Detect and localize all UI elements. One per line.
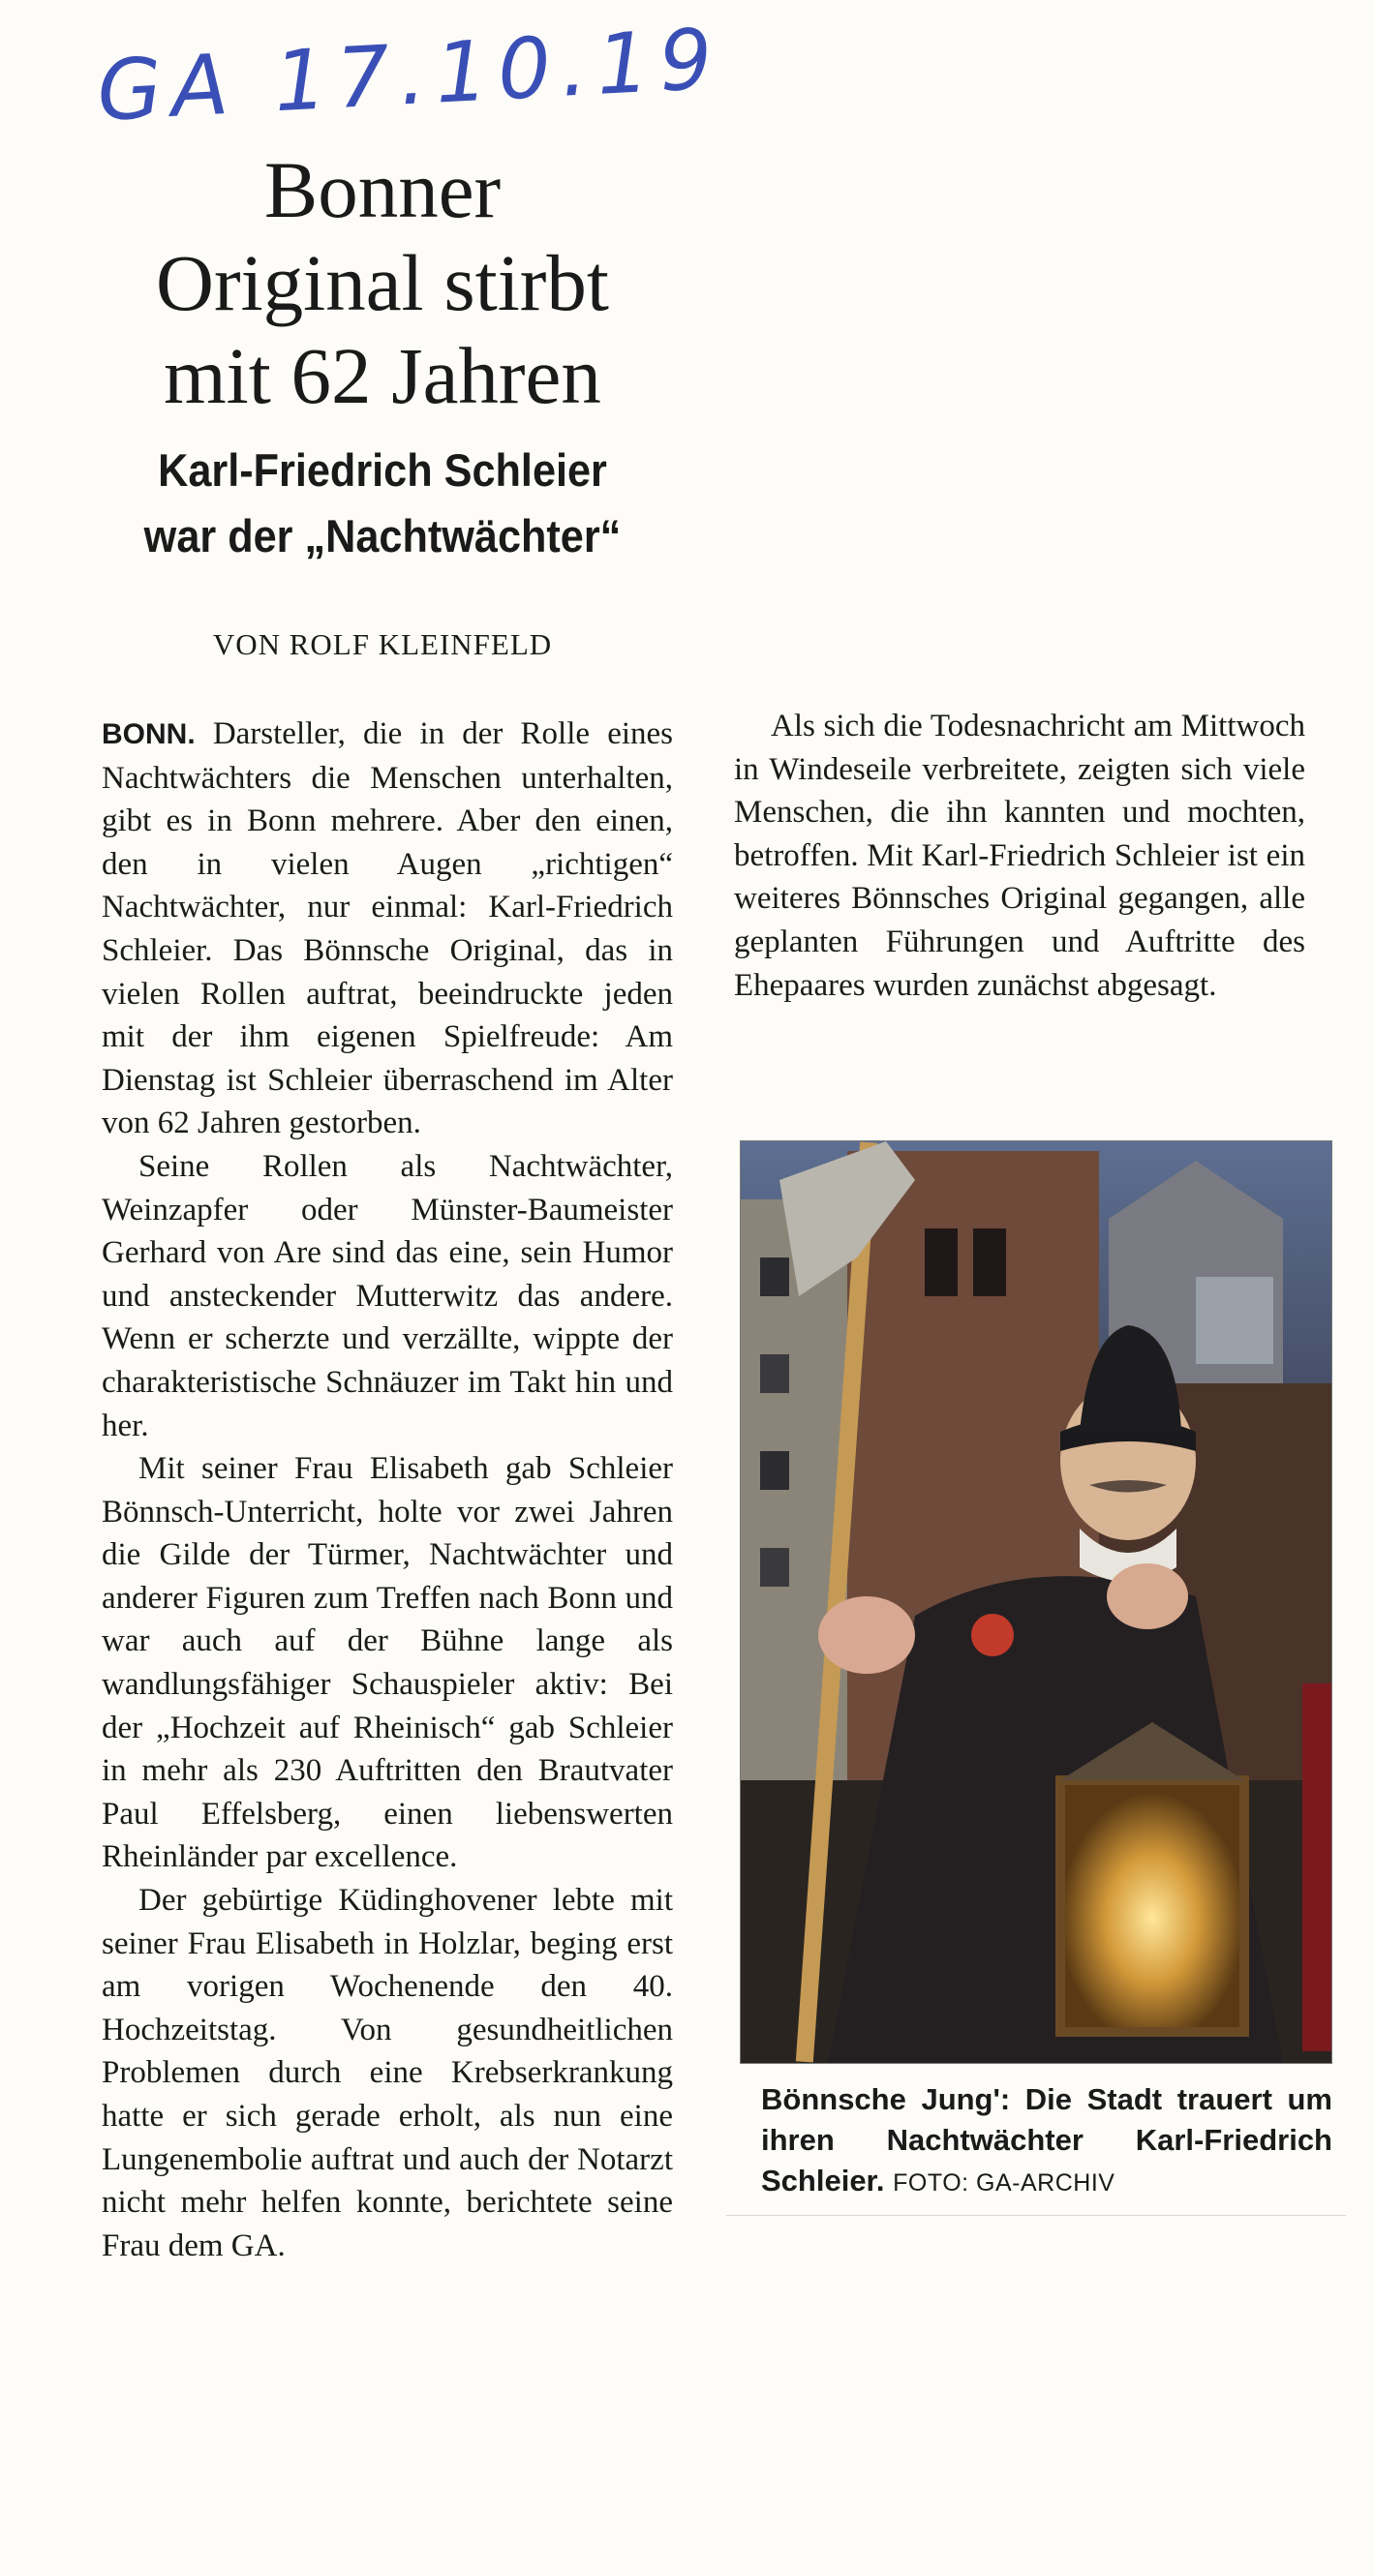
paragraph-2: Seine Rollen als Nachtwächter, Weinzapfer oder Münster-Baumeister Gerhard von Are sind das eine, sein Humor und ansteckender Mutterwitz das andere. Wenn er scherzte und verzällte, wippte der charakteristische Schnäuzer im Takt hin und her. xyxy=(102,1148,673,1443)
photo-caption xyxy=(761,2079,1332,2203)
paragraph-4: Der gebürtige Küdinghovener lebte mit seiner Frau Elisabeth in Holzlar, beging erst am vorigen Wochenende den 40. Hochzeitstag. Von gesundheitlichen Problemen durch eine Krebserkrankung hatte er sich gerade erholt, als nun eine Lungenembolie auftrat und auch der Notarzt nicht mehr helfen konnte, berichtete seine Frau dem GA. xyxy=(102,1883,673,2263)
caption-text: Bönnsche Jung': Die Stadt trauert um ihren Nachtwächter Karl-Friedrich Schleier. xyxy=(761,2082,1332,2197)
hand-right xyxy=(1107,1563,1188,1629)
article-photo xyxy=(740,1140,1332,2064)
headline-line-2: Original stirbt xyxy=(156,238,609,327)
dateline: BONN. xyxy=(102,718,196,750)
subheadline xyxy=(110,438,654,569)
headline-line-1: Bonner xyxy=(263,145,502,234)
paragraph-1-text: Darsteller, die in der Rolle eines Nachtwächters die Menschen unterhalten, gibt es in Bonn mehrere. Aber den einen, den in vielen Augen „richtigen“ Nachtwächter, nur einmal: Karl-Friedrich Schleier. Das Bönnsche Original, das in vielen Rollen auftrat, beeindruckte jeden mit der ihm eigenen Spielfreude: Am Dienstag ist Schleier überraschend im Alter von 62 Jahren gestorben. xyxy=(102,716,673,1141)
photo-credit: FOTO: GA-ARCHIV xyxy=(893,2169,1115,2197)
red-figure-edge xyxy=(1302,1683,1331,2051)
caption-divider xyxy=(726,2215,1346,2216)
article-column-right xyxy=(734,705,1305,1007)
badge xyxy=(971,1614,1014,1656)
paragraph-3: Mit seiner Frau Elisabeth gab Schleier Bönnsch-Unterricht, holte vor zwei Jahren die Gilde der Türmer, Nachtwächter und anderer Figuren zum Treffen nach Bonn und war auch auf der Bühne lange als wandlungsfähiger Schauspieler aktiv: Bei der „Hochzeit auf Rheinisch“ gab Schleier in mehr als 230 Auftritten den Brautvater Paul Effelsberg, einen liebenswerten Rheinländer par excellence. xyxy=(102,1451,673,1875)
subheadline-line-1: Karl-Friedrich Schleier xyxy=(158,444,607,496)
paragraph-5: Als sich die Todesnachricht am Mittwoch in Windeseile verbreitete, zeigten sich viele Menschen, die ihn kannten und mochten, betroffen. Mit Karl-Friedrich Schleier ist ein weiteres Bönnsches Original gegangen, alle geplanten Führungen und Auftritte des Ehepaares wurden zunächst abgesagt. xyxy=(734,709,1305,1003)
headline xyxy=(87,143,678,422)
subheadline-line-2: war der „Nachtwächter“ xyxy=(143,510,622,561)
hand-left xyxy=(818,1596,915,1674)
handwritten-date-note: GA 17.10.19 xyxy=(94,11,724,140)
article-column-left xyxy=(102,712,673,2267)
night-watchman-photo xyxy=(741,1141,1331,2063)
byline: VON ROLF KLEINFELD xyxy=(212,627,553,661)
headline-line-3: mit 62 Jahren xyxy=(164,331,601,420)
paragraph-1 xyxy=(102,712,673,1145)
lantern xyxy=(1060,1780,1244,2032)
